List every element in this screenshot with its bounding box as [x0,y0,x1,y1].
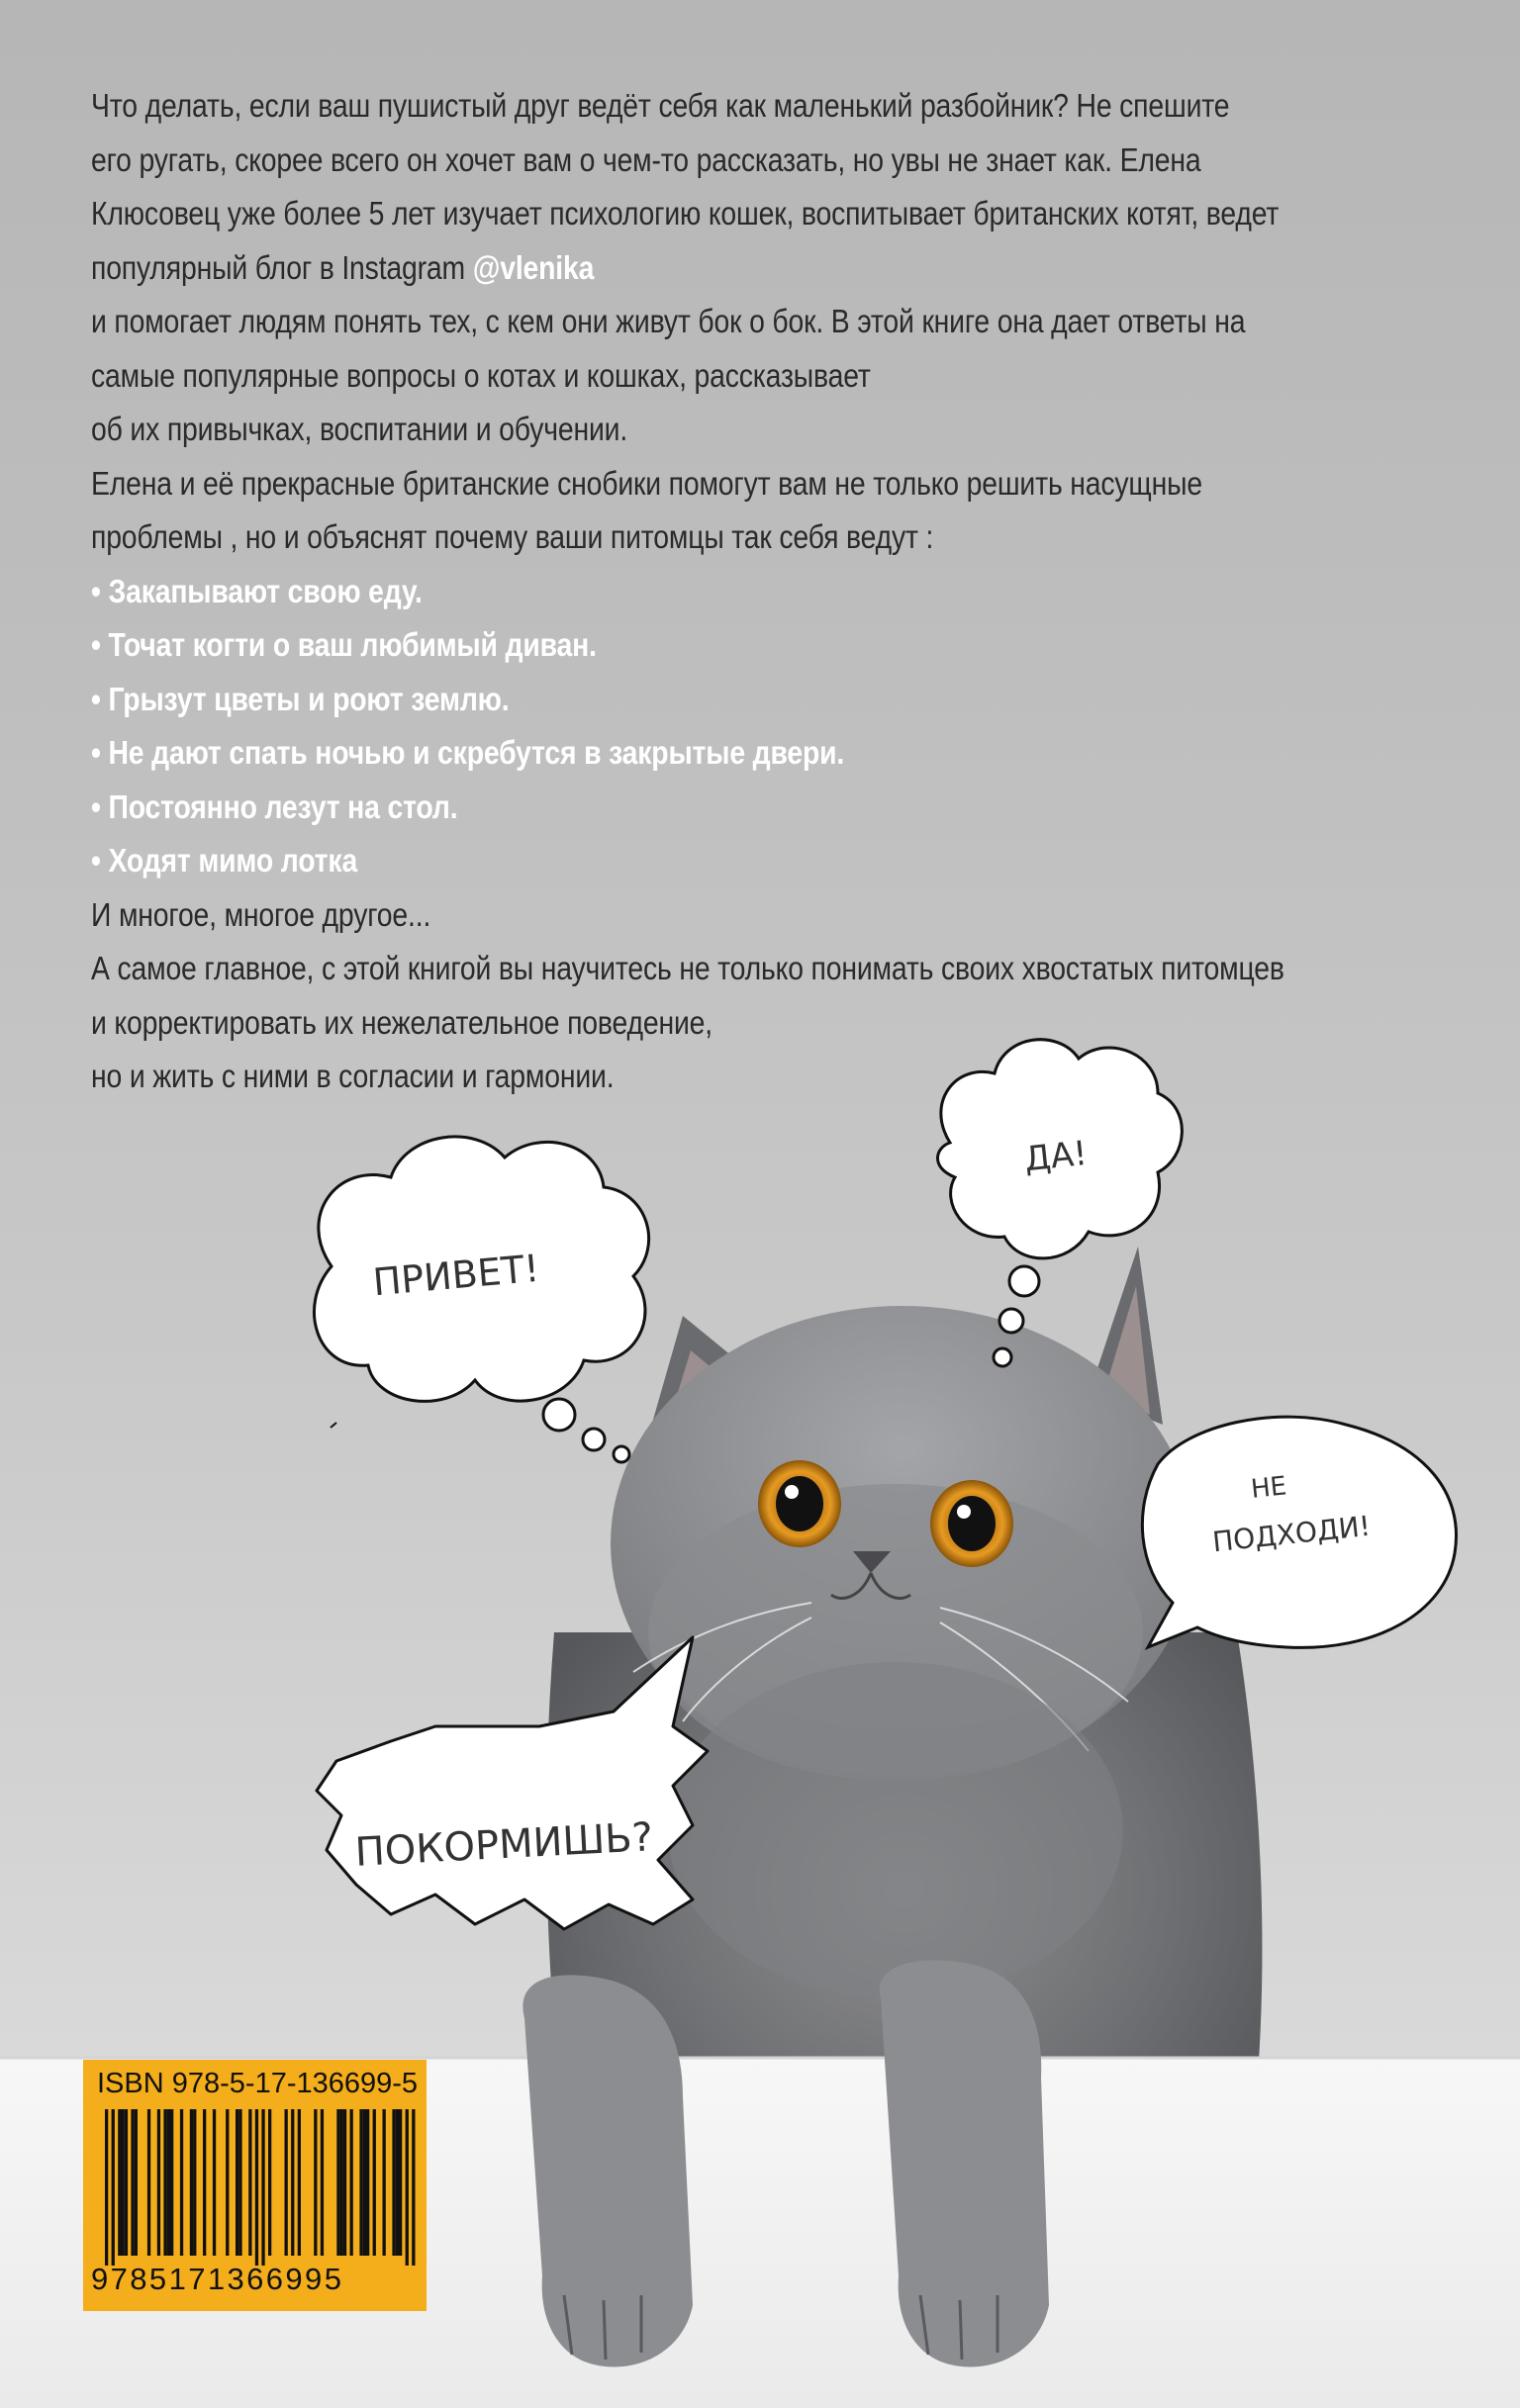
barcode-bar [336,2109,339,2256]
barcode-bar [118,2109,121,2256]
blurb-line: и помогает людям понять тех, с кем они живут бок о бок. В этой книге она дает ответы на [91,303,1246,339]
bullet-item: • Ходят мимо лотка [91,842,358,879]
barcode-bar [314,2109,317,2256]
blurb-line: самые популярные вопросы о котах и кошках, рассказывает [91,356,871,394]
isbn-number: ISBN 978-5-17-136699-5 [97,2068,419,2099]
blurb-line: Клюсовец уже более 5 лет изучает психологию кошек, воспитывает британских котят, ведет [91,195,1280,232]
barcode-bar [193,2109,196,2256]
barcode-bar [383,2109,386,2256]
barcode-bar [399,2109,402,2256]
barcode-bar [170,2109,173,2256]
barcode-bar [131,2109,134,2256]
bullet-item: • Не дают спать ночью и скребутся в закрытые двери. [91,734,845,771]
barcode-bar [147,2109,150,2256]
burst-bubble-feed [317,1637,708,1929]
barcode-bar [226,2109,229,2256]
barcode-bar [180,2109,183,2256]
speech-bubble-dont-line1: НЕ [1249,1471,1288,1505]
speech-bubble-dont-line2: ПОДХОДИ! [1210,1509,1373,1559]
blurb-line: и корректировать их нежелательное поведение, [91,1003,713,1041]
barcode-bar [350,2109,353,2256]
barcode-bar [298,2109,301,2256]
barcode-bar [366,2109,369,2256]
cat-paw-left [522,1975,693,2366]
barcode-bar [291,2109,294,2256]
barcode-bar [122,2109,125,2256]
barcode-bar [255,2109,258,2266]
barcode-bar [363,2109,366,2256]
barcode-bar [190,2109,193,2256]
cat-paw-right [880,1960,1049,2366]
thought-bubble-yes-text: ДА! [1022,1133,1090,1180]
blurb-line: об их привычках, воспитании и обучении. [91,411,628,447]
back-cover-blurb [91,79,1284,1104]
barcode-bar [261,2109,264,2266]
isbn-barcode [83,2060,427,2311]
bullet-item: • Точат когти о ваш любимый диван. [91,626,597,663]
barcode-bar [396,2109,399,2256]
barcode-bar [163,2109,166,2256]
barcode-bar [238,2109,241,2256]
barcode-bar [167,2109,170,2256]
barcode-bar [373,2109,376,2256]
barcode-bar [359,2109,362,2256]
blurb-line: И многое, многое другое... [91,895,431,933]
barcode-bar [125,2109,128,2256]
blurb-line: проблемы , но и объяснят почему ваши питомцы так себя ведут : [91,518,934,555]
blurb-line-instagram [91,241,1188,296]
barcode-bar [157,2109,160,2256]
blurb-line: его ругать, скорее всего он хочет вам о чем-то рассказать, но увы не знает как. Елена [91,140,1201,178]
barcode-bar [203,2109,206,2256]
thought-bubble-hello [314,1137,648,1462]
barcode-bar [412,2109,415,2266]
cat-eye-right [930,1480,1013,1567]
barcode-bar [321,2109,324,2256]
blurb-line: А самое главное, с этой книгой вы научитесь не только понимать своих хвостатых питомцев [91,950,1284,986]
barcode-bar [236,2109,238,2256]
barcode-bar [268,2109,271,2256]
barcode-bar [285,2109,288,2256]
bullet-item: • Закапывают свою еду. [91,572,423,609]
barcode-bar [213,2109,216,2256]
barcode-digits: 9785171366995 [91,2262,344,2296]
speech-bubble-dont [1142,1417,1456,1647]
barcode-bar [406,2109,409,2266]
blurb-line: но и жить с ними в согласии и гармонии. [91,1058,615,1094]
barcode-bar [135,2109,138,2256]
barcode-bar [343,2109,346,2256]
thought-bubble-hello-text: ПРИВЕТ! [371,1246,541,1305]
bullet-item: • Постоянно лезут на стол. [91,787,458,825]
barcode-bar [392,2109,395,2256]
instagram-handle: @vlenika [472,248,595,286]
blurb-line: Что делать, если ваш пушистый друг ведёт себя как маленький разбойник? Не спешите [91,87,1230,124]
burst-bubble-feed-text: ПОКОРМИШЬ? [353,1814,655,1876]
barcode-bar [112,2109,115,2266]
blurb-line: Елена и её прекрасные британские снобики помогут вам не только решить насущные [91,464,1202,502]
barcode-bar [340,2109,343,2256]
instagram-prefix: популярный блог в Instagram [91,248,473,286]
barcode-bar [248,2109,251,2256]
barcode-bar [105,2109,108,2266]
bullet-item: • Грызут цветы и роют землю. [91,680,510,717]
cat-eye-left [758,1460,841,1547]
